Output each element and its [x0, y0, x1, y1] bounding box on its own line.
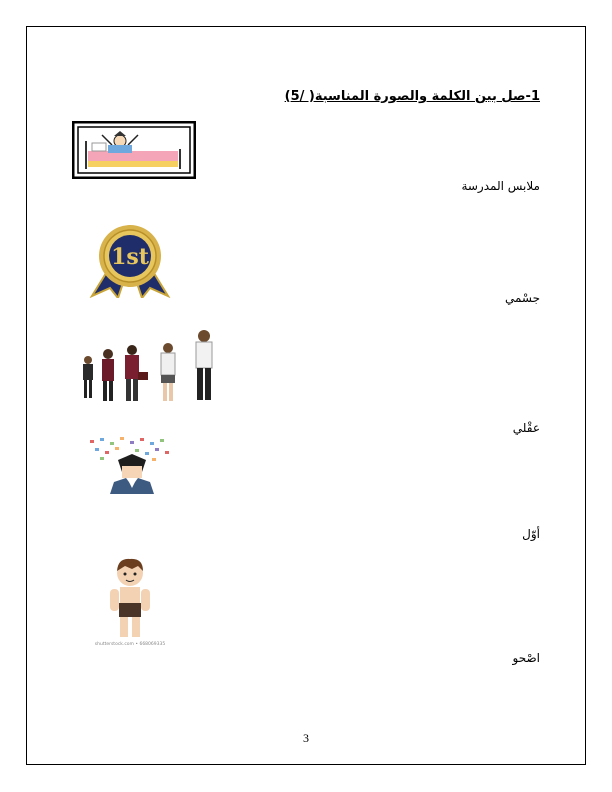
boy-body-image	[88, 557, 188, 649]
mind-ideas-image	[86, 436, 176, 494]
stock-watermark: shutterstock.com • 668069335	[94, 642, 166, 647]
first-place-medal-image	[80, 224, 180, 298]
word-my-mind: عقْلي	[512, 421, 540, 435]
word-first: أوّل	[522, 527, 540, 541]
page-number: 3	[303, 731, 309, 745]
wake-up-bed-image	[72, 121, 196, 179]
exercise-title: 1-صل بين الكلمة والصورة المناسبة( /5)	[284, 89, 540, 104]
word-school-clothes: ملابس المدرسة	[461, 179, 540, 193]
school-uniform-students-image	[72, 328, 222, 406]
word-wake-up: اصْحو	[512, 651, 540, 665]
word-my-body: جسْمي	[504, 291, 540, 305]
medal-text: 1st	[111, 244, 149, 270]
